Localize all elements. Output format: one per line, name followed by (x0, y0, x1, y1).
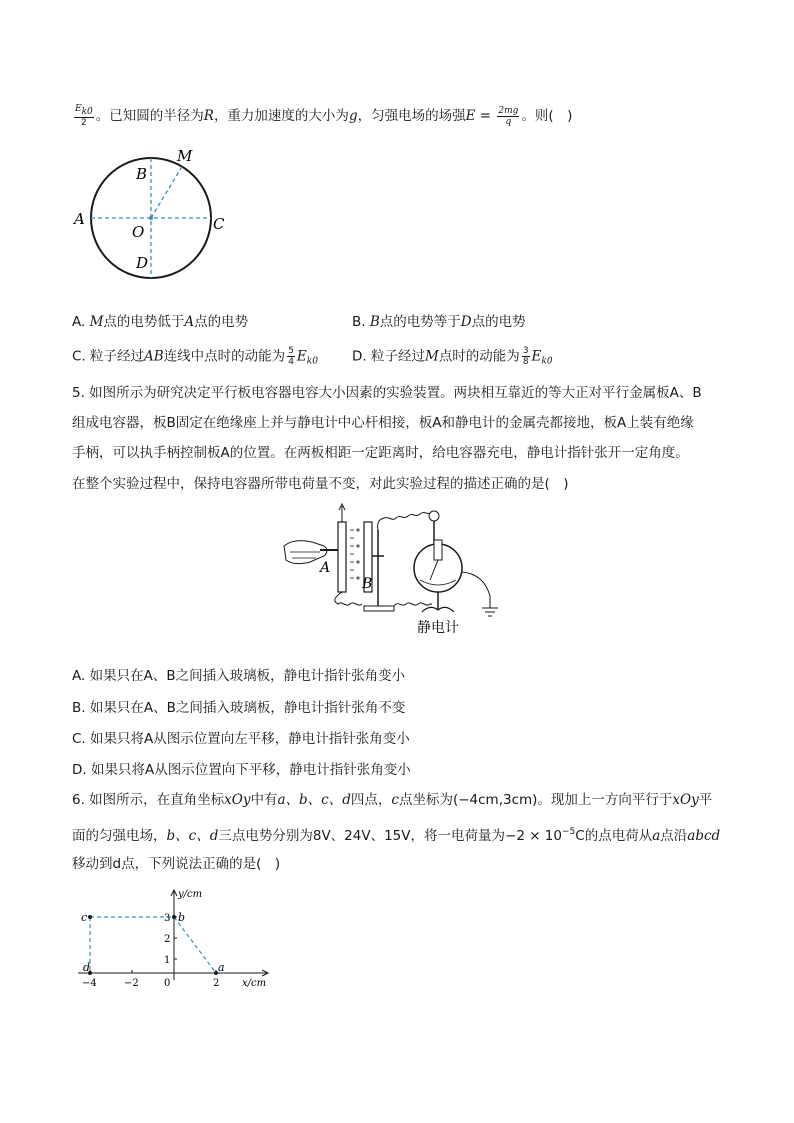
label-c: C (213, 215, 225, 233)
tick-y-2: 2 (164, 934, 171, 945)
q5-option-d[interactable]: D. 如果只将A从图示位置向下平移，静电计指针张角变小 (72, 762, 411, 778)
ground-icon (482, 608, 498, 616)
center-dot (149, 216, 153, 220)
axis-ticks (90, 917, 216, 973)
q5-option-a[interactable]: A. 如果只在A、B之间插入玻璃板，静电计指针张角变小 (72, 668, 406, 684)
q5-stem-line-4: 在整个实验过程中，保持电容器所带电荷量不变，对此实验过程的描述正确的是( ) (72, 476, 569, 492)
label-d: D (136, 254, 149, 272)
tick-y-1: 1 (164, 955, 171, 966)
q5-stem-line-3: 手柄，可以执手柄控制板A的位置。在两板相距一定距离时，给电容器充电，静电计指针张开一定角度。 (72, 445, 689, 461)
electrometer-knob (429, 511, 439, 521)
electrometer-label: 静电计 (417, 620, 459, 636)
tick-x-neg4: −4 (82, 978, 97, 989)
q4-intro-line: $\frac{Ek0}{2}$ 。已知圆的半径为R，重力加速度的大小为g，匀强电场的场强E = $\frac{2mg}{q}$ 。则( ) (75, 104, 573, 128)
plate-a (338, 522, 346, 592)
x-axis-label: x/cm (242, 978, 267, 989)
label-b: b (178, 911, 186, 924)
point-b (172, 915, 176, 919)
label-m: M (177, 147, 193, 165)
path-dashes (90, 917, 216, 973)
coordinate-figure (72, 884, 282, 992)
field-strength-fraction: $\frac{2mg}{q}$ (498, 105, 519, 127)
label-a: A (74, 210, 85, 228)
tick-y-3: 3 (164, 913, 171, 924)
point-c (88, 915, 92, 919)
capacitor-electrometer-figure (280, 500, 520, 640)
charge-marks (350, 528, 360, 580)
five-quarters-fraction: $\frac{5}{4}$ (288, 346, 294, 367)
q6-stem-line-2: 面的匀强电场，b、c、d三点电势分别为8V、24V、15V，将一电荷量为$-2 \times 10^{-5}C$的点电荷从a点沿abcd (72, 827, 721, 844)
radius-to-m (151, 165, 183, 218)
plate-a-label: A (320, 560, 331, 576)
q4-option-a[interactable]: A. M点的电势低于A点的电势 (72, 314, 249, 330)
coiled-wire-top (378, 512, 432, 530)
q5-stem-line-2: 组成电容器，板B固定在绝缘座上并与静电计中心杆相接，板A和静电计的金属壳都接地，板A上装有绝缘 (72, 415, 694, 431)
plate-b-label: B (362, 576, 373, 592)
label-b: B (136, 165, 148, 183)
q5-option-b[interactable]: B. 如果只在A、B之间插入玻璃板，静电计指针张角不变 (72, 700, 406, 716)
q6-stem-line-1: 6. 如图所示，在直角坐标xOy中有a、b、c、d四点，c点坐标为(−4cm,3cm)。现加上一方向平行于xOy平 (72, 792, 713, 808)
three-eighths-fraction: $\frac{3}{8}$ (522, 346, 529, 367)
q6-stem-line-3: 移动到d点，下列说法正确的是( ) (72, 856, 281, 872)
q4-option-c[interactable]: C. 粒子经过AB连线中点时的动能为 $\frac{5}{4}$ $E_{k0}$ (72, 346, 318, 367)
ek0-over-2-fraction: $\frac{Ek0}{2}$ (75, 104, 93, 128)
tick-x-0: 0 (164, 978, 171, 989)
coiled-wire-bottom (335, 592, 432, 606)
q5-option-c[interactable]: C. 如果只将A从图示位置向左平移，静电计指针张角变小 (72, 731, 410, 747)
q5-stem-line-1: 5. 如图所示为研究决定平行板电容器电容大小因素的实验装置。两块相互靠近的等大正对平行金属板A、B (72, 385, 702, 401)
y-axis-label: y/cm (178, 889, 203, 900)
tick-x-neg2: −2 (124, 978, 139, 989)
q4-option-d[interactable]: D. 粒子经过M点时的动能为 $\frac{3}{8}$ $E_{k0}$ (352, 346, 553, 367)
label-d: d (83, 961, 91, 974)
stand-base (364, 606, 394, 611)
circle-field-figure (70, 142, 240, 302)
label-a: a (218, 961, 225, 974)
label-o: O (132, 223, 145, 241)
label-c: c (81, 911, 88, 924)
q4-option-b[interactable]: B. B点的电势等于D点的电势 (352, 314, 526, 330)
tick-x-2: 2 (213, 978, 220, 989)
